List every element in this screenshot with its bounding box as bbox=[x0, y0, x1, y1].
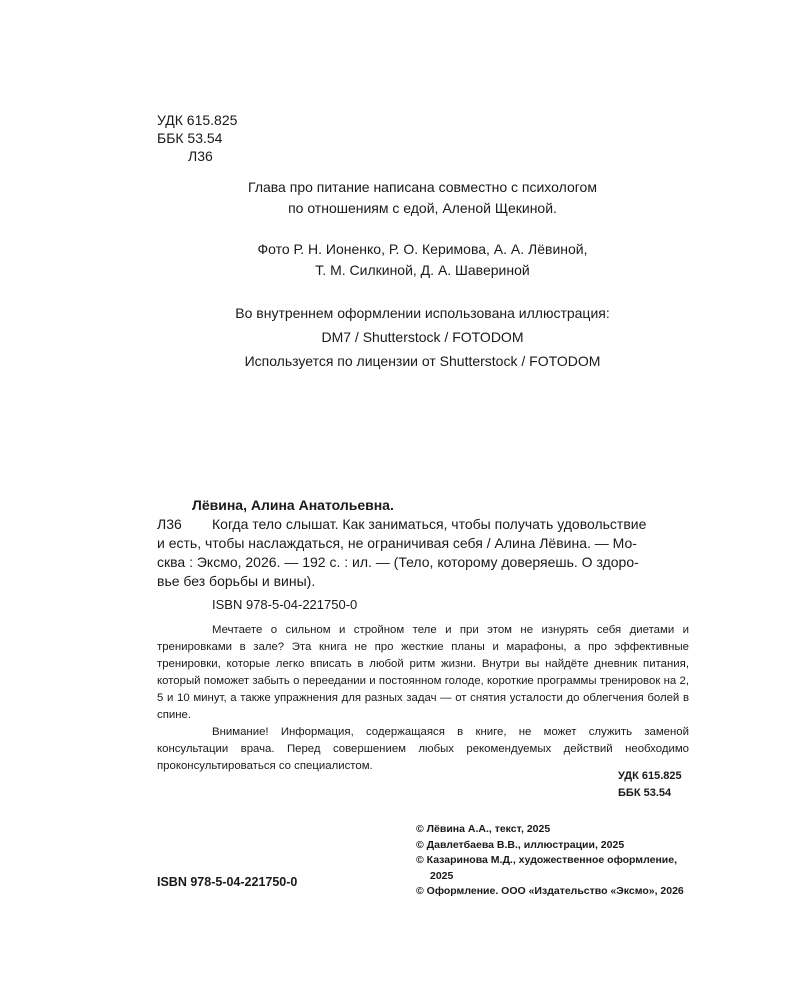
photo-credits-line: Т. М. Силкиной, Д. А. Шавериной bbox=[315, 262, 530, 278]
illustration-credits-line: Во внутреннем оформлении использована иллюстрация: bbox=[235, 305, 610, 321]
photo-credits-line: Фото Р. Н. Ионенко, Р. О. Керимова, А. А. Лёвиной, bbox=[257, 241, 588, 257]
bibliographic-code: Л36 bbox=[157, 516, 182, 532]
copyright-illustrations: © Давлетбаева В.В., иллюстрации, 2025 bbox=[416, 838, 625, 851]
description-line: вье без борьбы и вины). bbox=[157, 573, 316, 589]
bibliographic-record bbox=[157, 496, 689, 591]
isbn-record: ISBN 978-5-04-221750-0 bbox=[212, 597, 358, 612]
illustration-credits-line: Используется по лицензии от Shutterstock / FOTODOM bbox=[244, 353, 601, 369]
chapter-note bbox=[0, 177, 800, 219]
copyright-design-year: 2025 bbox=[430, 869, 454, 882]
copyright-layout: © Оформление. ООО «Издательство «Эксмо», 2026 bbox=[416, 885, 684, 897]
description-line: сква : Эксмо, 2026. — 192 с. : ил. — (Тело, которому доверяешь. О здоро- bbox=[157, 554, 639, 570]
bbk-code-bottom: ББК 53.54 bbox=[618, 787, 672, 799]
chapter-note-line: по отношениям с едой, Аленой Щекиной. bbox=[288, 200, 557, 216]
isbn-bottom: ISBN 978-5-04-221750-0 bbox=[157, 875, 298, 889]
copyright-design: © Казаринова М.Д., художественное оформление, bbox=[416, 854, 678, 866]
classification-bottom bbox=[618, 768, 682, 802]
illustration-credits bbox=[0, 301, 800, 373]
udk-code-bottom: УДК 615.825 bbox=[618, 770, 682, 782]
udk-code: УДК 615.825 bbox=[157, 112, 238, 128]
copyright-block bbox=[416, 822, 701, 900]
annotation-paragraph: Мечтаете о сильном и стройном теле и при этом не изнурять себя диетами и тренировками в зале? Эта книга не про жесткие планы и марафоны, а про эффективные тренировки, которые легко вписать в любой ритм жизни. Внутри вы найдёте дневник питания, который поможет забыть о переедании и постоянном голоде, короткие программы тренировок на 2, 5 и 10 минут, а также упражнения для разных задач — от снятия усталости до облегчения болей в спине. bbox=[157, 624, 689, 721]
description-line: Когда тело слышат. Как заниматься, чтобы получать удовольствие bbox=[212, 516, 647, 532]
author-heading: Лёвина, Алина Анатольевна. bbox=[192, 497, 394, 513]
illustration-credits-line: DM7 / Shutterstock / FOTODOM bbox=[321, 329, 524, 345]
chapter-note-line: Глава про питание написана совместно с психологом bbox=[248, 179, 597, 195]
classification-block bbox=[157, 111, 237, 165]
author-mark: Л36 bbox=[188, 148, 213, 164]
annotation-warning: Внимание! Информация, содержащаяся в книге, не может служить заменой консультации врача. Перед совершением любых рекомендуемых действий необходимо проконсультироваться со специалистом. bbox=[157, 726, 689, 772]
description-line: и есть, чтобы наслаждаться, не ограничивая себя / Алина Лёвина. — Мо- bbox=[157, 535, 637, 551]
copyright-text: © Лёвина А.А., текст, 2025 bbox=[416, 823, 551, 835]
bibliographic-description bbox=[157, 515, 689, 591]
bbk-code: ББК 53.54 bbox=[157, 130, 223, 146]
photo-credits bbox=[0, 239, 800, 281]
annotation bbox=[157, 622, 689, 775]
